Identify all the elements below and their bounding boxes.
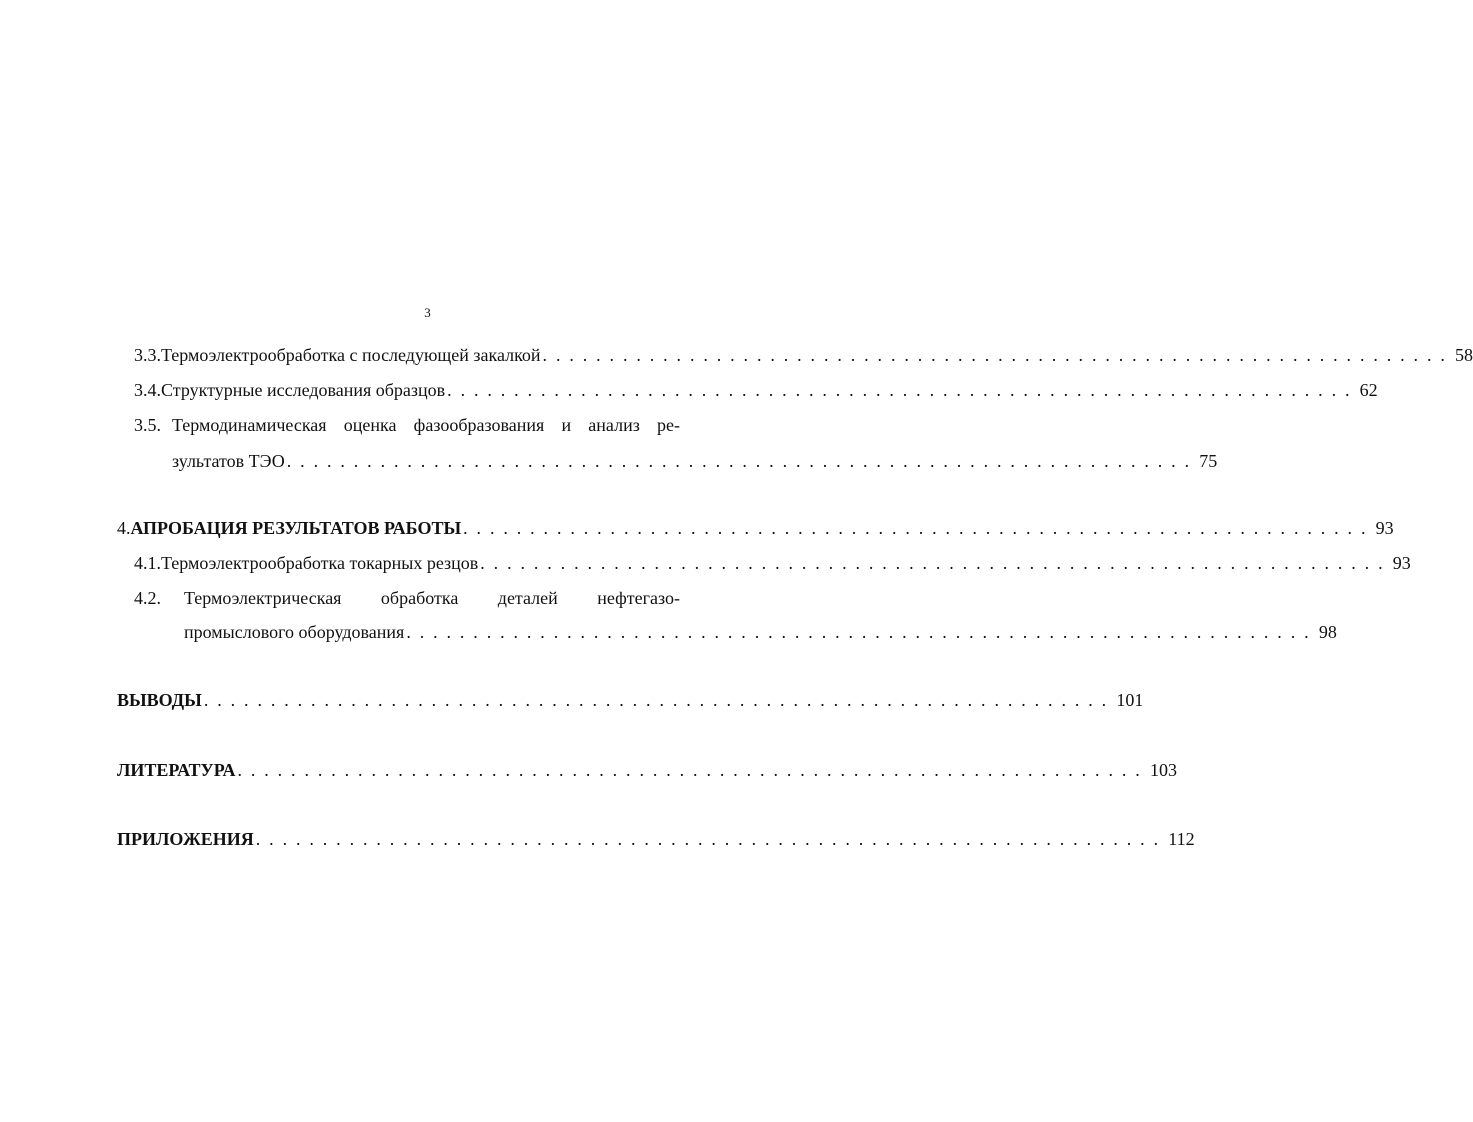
- toc-leader: . . . . . . . . . . . . . . . . . . . . . . . . . . . . . . . . . . . . . . . . . . . . . . . . . . . . . . . . . . . . . . . . . . . .: [203, 690, 1109, 710]
- toc-num: 4.1.: [134, 553, 161, 573]
- toc-entry-4-1[interactable]: [134, 552, 1411, 574]
- toc-entry-appendices[interactable]: [117, 828, 1195, 850]
- toc-page: 62: [1359, 380, 1378, 400]
- toc-page: 112: [1168, 829, 1195, 849]
- toc-leader: . . . . . . . . . . . . . . . . . . . . . . . . . . . . . . . . . . . . . . . . . . . . . . . . . . . . . . . . . . . . . . . . . . . .: [480, 553, 1385, 573]
- toc-title: АПРОБАЦИЯ РЕЗУЛЬТАТОВ РАБОТЫ: [130, 518, 462, 538]
- toc-entry-4[interactable]: [117, 517, 1394, 539]
- toc-title: ЛИТЕРАТУРА: [117, 760, 236, 780]
- toc-entry-3-4[interactable]: [134, 379, 1378, 401]
- toc-leader: . . . . . . . . . . . . . . . . . . . . . . . . . . . . . . . . . . . . . . . . . . . . . . . . . . . . . . . . . . . . . . . . . . . .: [406, 622, 1311, 642]
- toc-page: 75: [1199, 451, 1218, 471]
- toc-entry-4-2-cont[interactable]: [184, 621, 1337, 643]
- toc-word: деталей: [497, 588, 558, 608]
- toc-leader: . . . . . . . . . . . . . . . . . . . . . . . . . . . . . . . . . . . . . . . . . . . . . . . . . . . . . . . . . . . . . . . . . . . .: [237, 760, 1142, 780]
- toc-leader: . . . . . . . . . . . . . . . . . . . . . . . . . . . . . . . . . . . . . . . . . . . . . . . . . . . . . . . . . . . . . . . . . . . .: [542, 345, 1448, 365]
- toc-entry-3-3[interactable]: [134, 344, 1473, 366]
- toc-title: ВЫВОДЫ: [117, 690, 202, 710]
- toc-title-line2: промыслового оборудования: [184, 622, 405, 642]
- page-number: 3: [424, 305, 431, 320]
- toc-num: 4.2.: [134, 588, 161, 608]
- toc-page: 101: [1116, 690, 1144, 710]
- toc-word: Термоэлектрическая: [184, 588, 342, 608]
- toc-title-line2: зультатов ТЭО: [172, 451, 285, 471]
- toc-entry-4-2[interactable]: [134, 587, 720, 609]
- toc-entry-conclusions[interactable]: [117, 689, 1144, 711]
- toc-title: Термоэлектрообработка с последующей закалкой: [161, 345, 541, 365]
- toc-entry-3-5[interactable]: [134, 414, 720, 436]
- toc-word: обработка: [380, 588, 459, 608]
- toc-page: 93: [1392, 553, 1411, 573]
- toc-title: Термоэлектрообработка токарных резцов: [161, 553, 479, 573]
- toc-page: 58: [1455, 345, 1473, 365]
- toc-num: 3.5.: [134, 415, 161, 435]
- toc-leader: . . . . . . . . . . . . . . . . . . . . . . . . . . . . . . . . . . . . . . . . . . . . . . . . . . . . . . . . . . . . . . . . . . . .: [463, 518, 1368, 538]
- toc-title-line1: Термодинамическая оценка фазообразования и анализ ре-: [172, 415, 680, 435]
- toc-num: 3.3.: [134, 345, 161, 365]
- toc-num: 4.: [117, 518, 131, 538]
- toc-word: нефтегазо-: [597, 588, 680, 608]
- toc-leader: . . . . . . . . . . . . . . . . . . . . . . . . . . . . . . . . . . . . . . . . . . . . . . . . . . . . . . . . . . . . . . . . . . . .: [447, 380, 1352, 400]
- toc-leader: . . . . . . . . . . . . . . . . . . . . . . . . . . . . . . . . . . . . . . . . . . . . . . . . . . . . . . . . . . . . . . . . . . . .: [255, 829, 1161, 849]
- toc-page: 98: [1318, 622, 1337, 642]
- toc-leader: . . . . . . . . . . . . . . . . . . . . . . . . . . . . . . . . . . . . . . . . . . . . . . . . . . . . . . . . . . . . . . . . . . . .: [286, 451, 1192, 471]
- toc-title: Структурные исследования образцов: [161, 380, 446, 400]
- toc-page: 103: [1149, 760, 1177, 780]
- toc-num: 3.4.: [134, 380, 161, 400]
- toc-title-line1: [184, 587, 720, 609]
- toc-page: 93: [1375, 518, 1394, 538]
- toc-title: ПРИЛОЖЕНИЯ: [117, 829, 254, 849]
- toc-entry-3-5-cont[interactable]: [172, 450, 1218, 472]
- toc-entry-literature[interactable]: [117, 759, 1177, 781]
